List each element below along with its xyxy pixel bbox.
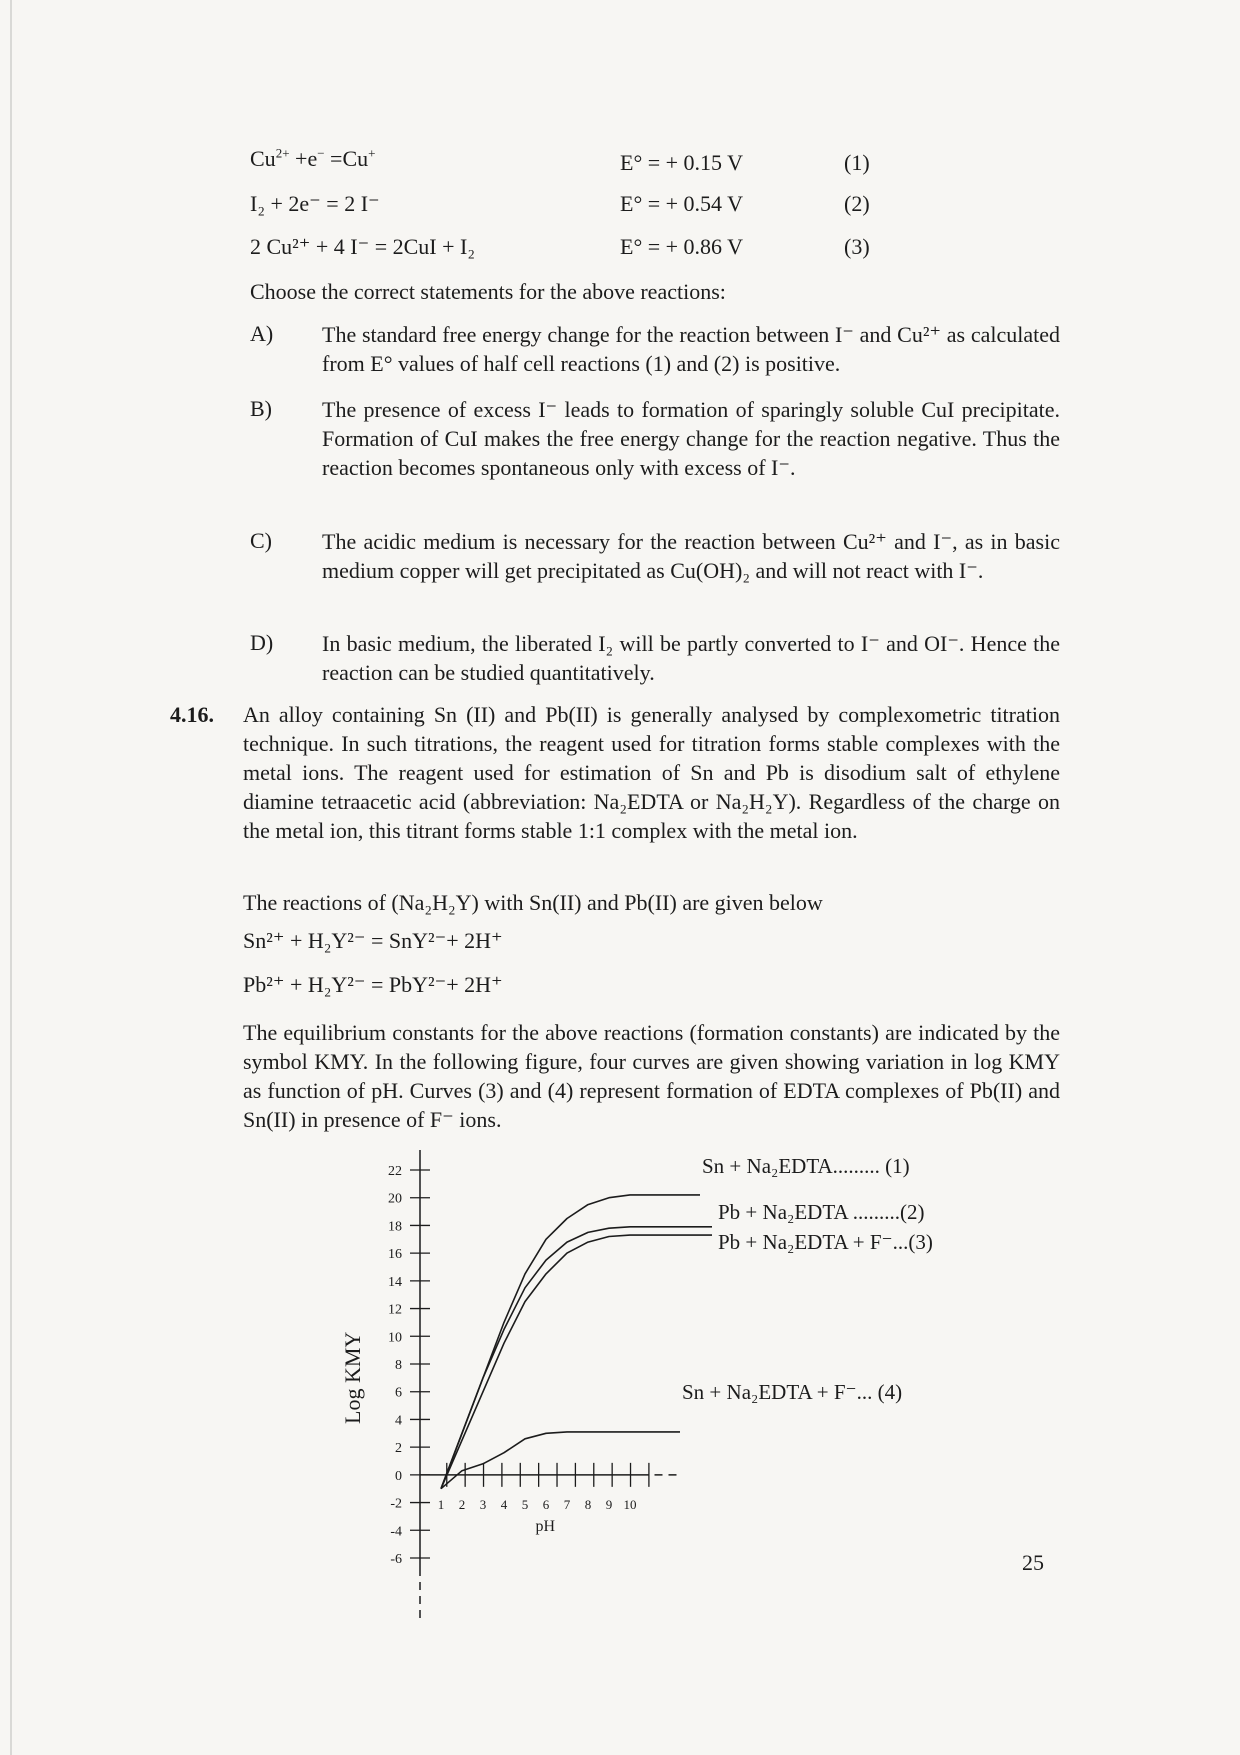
y-tick-label: 18 [388, 1219, 402, 1235]
x-tick-label: 7 [563, 1496, 571, 1512]
question-paragraph-1: An alloy containing Sn (II) and Pb(II) is generally analysed by complexometric titration technique. In such titrations, the reagent used for titration forms stable complexes with the metal ions. The reagent used for estimation of Sn and Pb is disodium salt of ethylene diamine tetraacetic acid (abbreviation: Na₂EDTA or Na₂H₂Y). Regardless of the charge on the metal ion, this titrant forms stable 1:1 complex with the metal ion. [243, 702, 1060, 843]
curve-2-label: Pb + Na₂EDTA .........(2) [718, 1200, 925, 1224]
y-tick-label: -4 [390, 1524, 402, 1540]
y-tick-label: 12 [388, 1302, 402, 1318]
reaction-1-equation: $Cu^{2+} +e^- =Cu^+$ [250, 145, 376, 171]
option-a-text: The standard free energy change for the reaction between I⁻ and Cu²⁺ as calculated from E° values of half cell reactions (1) and (2) is positive. [322, 322, 1060, 376]
option-d-text: In basic medium, the liberated I₂ will be partly converted to I⁻ and OI⁻. Hence the reaction can be studied quantitatively. [322, 631, 1060, 685]
y-tick-label: -6 [390, 1552, 402, 1567]
y-tick-label: 14 [388, 1274, 402, 1290]
y-tick-labels [388, 1164, 430, 1567]
pb-reaction-equation: Pb²⁺ + H₂Y²⁻ = PbY²⁻+ 2H⁺ [243, 972, 503, 997]
curve-4 [441, 1432, 680, 1489]
x-tick-label: 4 [500, 1496, 508, 1512]
question-paragraph-2: The reactions of (Na₂H₂Y) with Sn(II) and Pb(II) are given below [243, 890, 823, 915]
page-edge [10, 0, 12, 1755]
page-number: 25 [1022, 1550, 1044, 1575]
y-tick-label: 2 [395, 1441, 402, 1457]
reaction-3-potential: E° = + 0.86 V [620, 234, 744, 259]
x-axis-label: pH [535, 1517, 556, 1535]
option-d-letter: D) [250, 630, 274, 655]
option-a-letter: A) [250, 321, 274, 346]
y-tick-label: 10 [388, 1330, 402, 1346]
sn-reaction-equation: Sn²⁺ + H₂Y²⁻ = SnY²⁻+ 2H⁺ [243, 928, 503, 953]
x-tick-label: 3 [479, 1496, 487, 1512]
reaction-2-equation: I₂ + 2e⁻ = 2 I⁻ [250, 191, 380, 216]
reaction-2-number: (2) [844, 191, 870, 216]
y-tick-label: 20 [388, 1191, 402, 1207]
curve-1 [441, 1195, 700, 1489]
x-tick-label: 10 [623, 1496, 637, 1512]
curve-3-label: Pb + Na₂EDTA + F⁻...(3) [718, 1230, 933, 1254]
y-tick-label: 4 [395, 1413, 402, 1429]
reaction-1-potential: E° = + 0.15 V [620, 150, 744, 175]
option-c-text: The acidic medium is necessary for the reaction between Cu²⁺ and I⁻, as in basic medium copper will get precipitated as Cu(OH)₂ and will not react with I⁻. [322, 529, 1060, 583]
x-tick-label: 5 [521, 1496, 529, 1512]
x-tick-label: 2 [458, 1496, 466, 1512]
x-tick-label: 1 [437, 1496, 445, 1512]
reaction-3-number: (3) [844, 234, 870, 259]
y-tick-label: 0 [395, 1468, 402, 1484]
curve-2 [441, 1227, 712, 1489]
reaction-1-number: (1) [844, 150, 870, 175]
curve-1-label: Sn + Na₂EDTA......... (1) [702, 1154, 910, 1178]
option-b-letter: B) [250, 396, 272, 421]
curve-3 [441, 1235, 712, 1489]
curve-4-label: Sn + Na₂EDTA + F⁻... (4) [682, 1380, 903, 1404]
option-b-text: The presence of excess I⁻ leads to formation of sparingly soluble CuI precipitate. Formation of CuI makes the free energy change for the reaction negative. Thus the reaction becomes spontaneous only with excess of I⁻. [322, 397, 1060, 480]
option-c-letter: C) [250, 528, 272, 553]
x-tick-label: 6 [542, 1496, 550, 1512]
reaction-3-equation: 2 Cu²⁺ + 4 I⁻ = 2CuI + I₂ [250, 234, 476, 259]
question-number: 4.16. [170, 702, 214, 727]
y-tick-label: 6 [395, 1385, 402, 1401]
y-tick-label: 16 [388, 1247, 402, 1263]
question-paragraph-3: The equilibrium constants for the above reactions (formation constants) are indicated by the symbol KMY. In the following figure, four curves are given showing variation in log KMY as function of pH. Curves (3) and (4) represent formation of EDTA complexes of Pb(II) and Sn(II) in presence of F⁻ ions. [243, 1020, 1060, 1132]
chart-curves [441, 1195, 712, 1489]
reaction-2-potential: E° = + 0.54 V [620, 191, 744, 216]
x-tick-labels [438, 1463, 649, 1512]
y-tick-label: 8 [395, 1358, 402, 1373]
x-tick-label: 8 [584, 1496, 592, 1512]
chart-axes [420, 1150, 683, 1620]
y-tick-label: 22 [388, 1164, 402, 1179]
x-tick-label: 9 [605, 1496, 613, 1512]
question-prompt: Choose the correct statements for the above reactions: [250, 279, 726, 304]
y-axis-label: Log KMY [340, 1331, 365, 1424]
y-tick-label: -2 [390, 1496, 402, 1512]
